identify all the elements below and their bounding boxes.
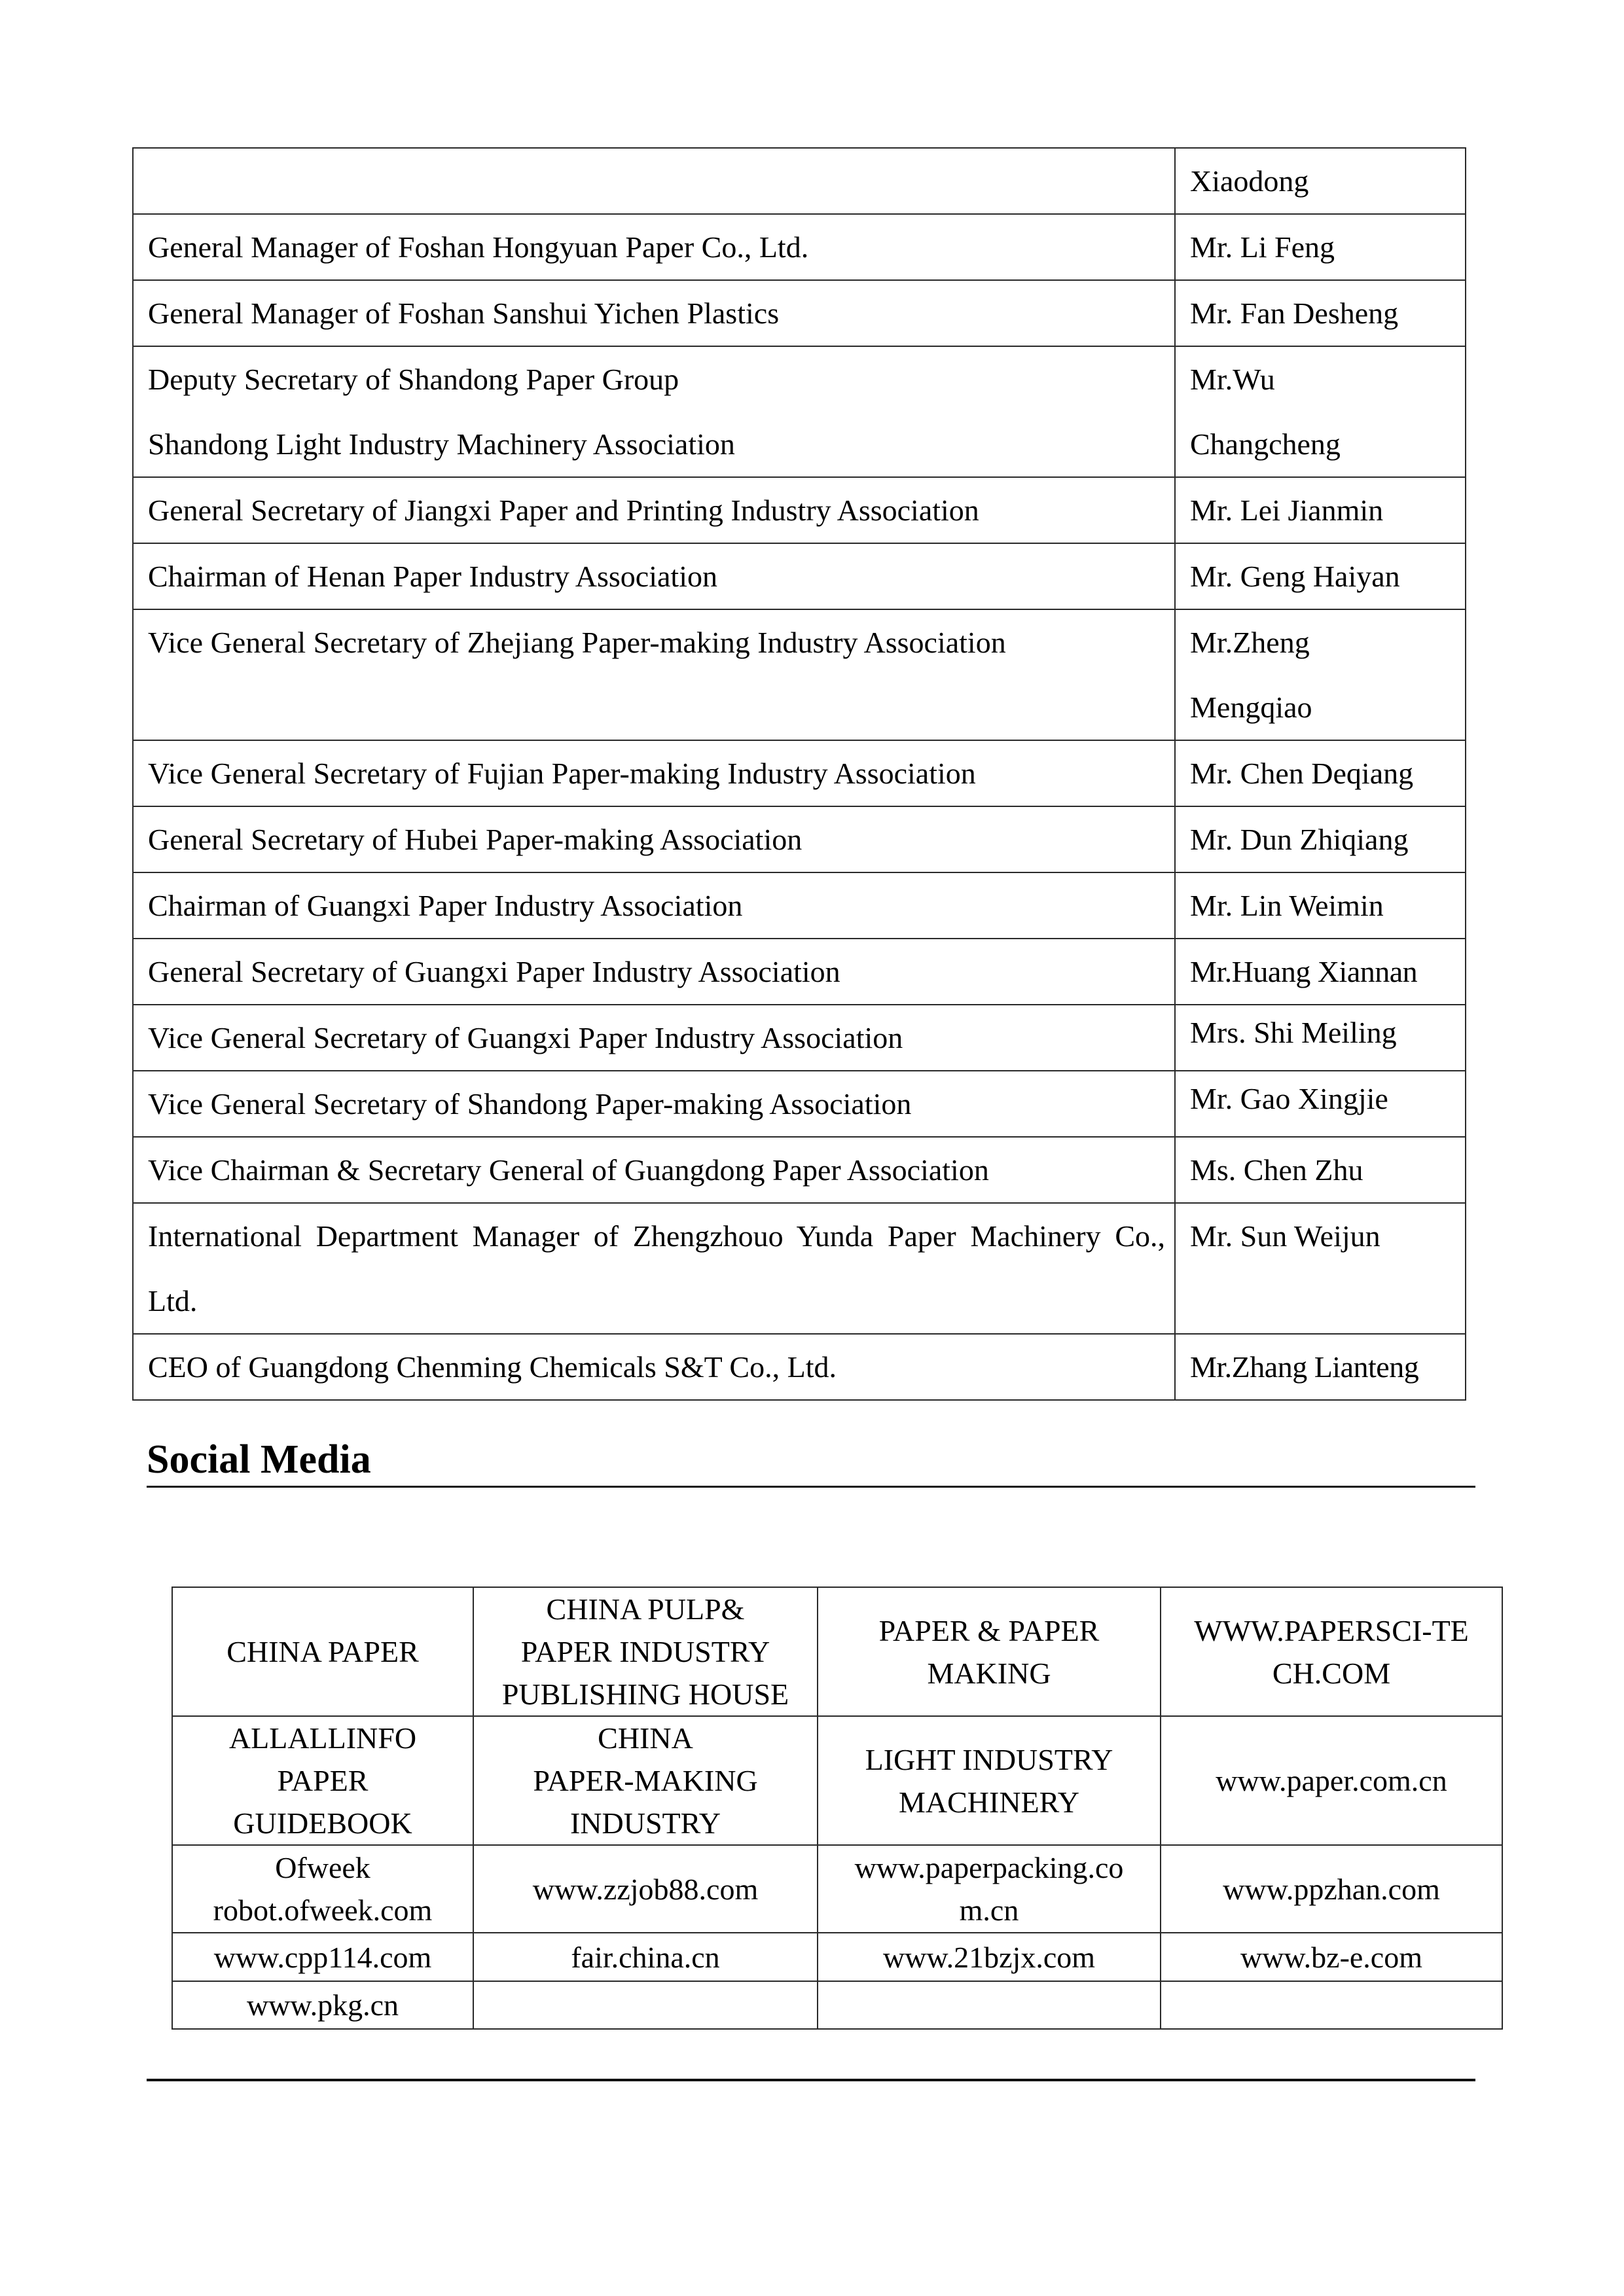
cell-line: GUIDEBOOK	[233, 1806, 412, 1840]
table-row	[133, 1137, 1466, 1203]
media-cell	[1161, 1981, 1502, 2029]
media-cell: www.pkg.cn	[172, 1981, 473, 2029]
heading-underline-divider	[147, 1486, 1475, 1488]
table-row	[133, 148, 1466, 214]
table-row	[133, 872, 1466, 939]
role-cell: Vice General Secretary of Shandong Paper-making Association	[133, 1071, 1175, 1137]
media-cell	[818, 1981, 1161, 2029]
cell-line: CHINA PULP&	[546, 1592, 745, 1626]
cell-line: WWW.PAPERSCI-TE	[1194, 1613, 1469, 1647]
table-row	[133, 346, 1466, 477]
name-cell: Mr. Fan Desheng	[1175, 280, 1466, 346]
media-cell: www.paper.com.cn	[1161, 1716, 1502, 1845]
name-cell: Mr. Dun Zhiqiang	[1175, 806, 1466, 872]
role-cell: General Manager of Foshan Hongyuan Paper Co., Ltd.	[133, 214, 1175, 280]
role-cell: Vice Chairman & Secretary General of Guangdong Paper Association	[133, 1137, 1175, 1203]
footer-divider	[147, 2079, 1475, 2081]
table-row	[133, 280, 1466, 346]
cell-line: www.paperpacking.co	[854, 1851, 1124, 1884]
role-cell: Vice General Secretary of Guangxi Paper Industry Association	[133, 1005, 1175, 1071]
table-row	[133, 1071, 1466, 1137]
cell-line: PAPER-MAKING	[533, 1764, 758, 1797]
table-row	[172, 1587, 1502, 1716]
name-cell: Mr. Lei Jianmin	[1175, 477, 1466, 543]
role-cell: General Secretary of Jiangxi Paper and Printing Industry Association	[133, 477, 1175, 543]
cell-line: MAKING	[927, 1656, 1051, 1690]
social-media-table	[171, 1587, 1503, 2030]
section-heading-social-media: Social Media	[147, 1437, 371, 1482]
media-cell: www.bz-e.com	[1161, 1933, 1502, 1981]
name-cell: Xiaodong	[1175, 148, 1466, 214]
name-cell: Mrs. Shi Meiling	[1175, 1005, 1466, 1071]
role-cell: Vice General Secretary of Fujian Paper-making Industry Association	[133, 740, 1175, 806]
role-cell: General Secretary of Hubei Paper-making Association	[133, 806, 1175, 872]
table-row	[133, 806, 1466, 872]
media-cell	[172, 1716, 473, 1845]
cell-line: PAPER	[277, 1764, 369, 1797]
name-line: Changcheng	[1190, 427, 1341, 461]
role-cell	[133, 148, 1175, 214]
table-row	[172, 1845, 1502, 1933]
table-row	[172, 1933, 1502, 1981]
cell-line: MACHINERY	[898, 1785, 1080, 1819]
name-cell: Mr. Geng Haiyan	[1175, 543, 1466, 609]
name-cell: Mr.Zhang Lianteng	[1175, 1334, 1466, 1400]
role-cell: International Department Manager of Zhengzhouo Yunda Paper Machinery Co., Ltd.	[133, 1203, 1175, 1334]
cell-line: PUBLISHING HOUSE	[501, 1677, 789, 1711]
name-cell: Ms. Chen Zhu	[1175, 1137, 1466, 1203]
media-cell	[818, 1716, 1161, 1845]
role-cell	[133, 346, 1175, 477]
cell-line: m.cn	[959, 1893, 1019, 1927]
name-line: Mr.Wu	[1190, 363, 1275, 396]
table-row	[133, 740, 1466, 806]
name-cell	[1175, 609, 1466, 740]
media-cell	[818, 1587, 1161, 1716]
media-cell	[818, 1845, 1161, 1933]
cell-line: LIGHT INDUSTRY	[865, 1742, 1113, 1776]
cell-line: CH.COM	[1272, 1656, 1391, 1690]
table-row	[133, 1334, 1466, 1400]
media-cell	[172, 1845, 473, 1933]
role-cell: General Manager of Foshan Sanshui Yichen Plastics	[133, 280, 1175, 346]
media-cell	[473, 1716, 818, 1845]
role-cell: Vice General Secretary of Zhejiang Paper-making Industry Association	[133, 609, 1175, 740]
media-cell	[1161, 1587, 1502, 1716]
table-row	[133, 609, 1466, 740]
role-line: Deputy Secretary of Shandong Paper Group	[148, 363, 679, 396]
cell-line: INDUSTRY	[569, 1806, 721, 1840]
table-row	[172, 1981, 1502, 2029]
role-cell: CEO of Guangdong Chenming Chemicals S&T Co., Ltd.	[133, 1334, 1175, 1400]
media-cell	[473, 1587, 818, 1716]
officials-table	[132, 147, 1466, 1401]
table-row	[133, 477, 1466, 543]
name-line: Mr.Zheng	[1190, 626, 1310, 659]
name-cell: Mr. Li Feng	[1175, 214, 1466, 280]
name-line: Mengqiao	[1190, 691, 1312, 724]
role-cell: Chairman of Henan Paper Industry Association	[133, 543, 1175, 609]
cell-line: robot.ofweek.com	[213, 1893, 433, 1927]
media-cell: CHINA PAPER	[172, 1587, 473, 1716]
media-cell	[473, 1981, 818, 2029]
table-row	[133, 214, 1466, 280]
name-cell: Mr. Lin Weimin	[1175, 872, 1466, 939]
cell-line: ALLALLINFO	[228, 1721, 417, 1755]
media-cell: www.ppzhan.com	[1161, 1845, 1502, 1933]
media-cell: www.21bzjx.com	[818, 1933, 1161, 1981]
media-cell: www.cpp114.com	[172, 1933, 473, 1981]
cell-line: PAPER & PAPER	[878, 1613, 1100, 1647]
name-cell: Mr. Chen Deqiang	[1175, 740, 1466, 806]
table-row	[172, 1716, 1502, 1845]
media-cell: www.zzjob88.com	[473, 1845, 818, 1933]
name-cell: Mr. Sun Weijun	[1175, 1203, 1466, 1334]
table-row	[133, 1005, 1466, 1071]
cell-line: Ofweek	[275, 1851, 370, 1884]
name-cell: Mr. Gao Xingjie	[1175, 1071, 1466, 1137]
table-row	[133, 1203, 1466, 1334]
name-cell	[1175, 346, 1466, 477]
name-cell: Mr.Huang Xiannan	[1175, 939, 1466, 1005]
role-cell: General Secretary of Guangxi Paper Industry Association	[133, 939, 1175, 1005]
table-row	[133, 543, 1466, 609]
role-cell: Chairman of Guangxi Paper Industry Association	[133, 872, 1175, 939]
media-cell: fair.china.cn	[473, 1933, 818, 1981]
cell-line: PAPER INDUSTRY	[520, 1635, 770, 1668]
table-row	[133, 939, 1466, 1005]
cell-line: CHINA	[598, 1721, 693, 1755]
role-line: Shandong Light Industry Machinery Association	[148, 427, 735, 461]
